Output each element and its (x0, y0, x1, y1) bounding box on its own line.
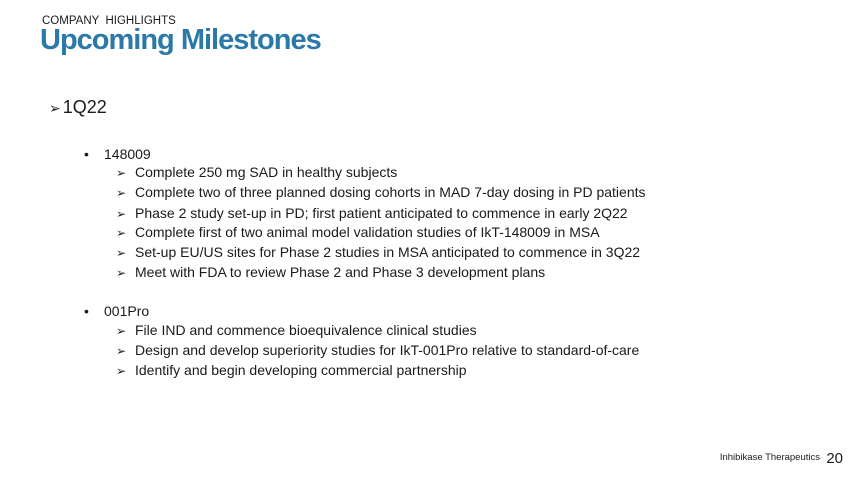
bullet-dot: • (84, 303, 89, 319)
list-item: ➢ Meet with FDA to review Phase 2 and Phase 3 development plans (116, 264, 546, 280)
list-item: ➢ Complete two of three planned dosing cohorts in MAD 7-day dosing in PD patients (116, 184, 646, 200)
bullet-dot: • (84, 146, 89, 162)
arrow-bullet-icon: ➢ (49, 100, 61, 116)
bullet-148009 (84, 146, 151, 162)
header-kicker: COMPANY HIGHLIGHTS (42, 15, 176, 27)
list-item: ➢ Complete first of two animal model validation studies of IkT-148009 in MSA (116, 224, 600, 240)
section-heading (49, 97, 107, 118)
arrow-bullet-icon: ➢ (116, 324, 127, 338)
bullet-label: 001Pro (104, 303, 150, 319)
bullet-label: 148009 (104, 146, 151, 162)
arrow-bullet-icon: ➢ (116, 207, 127, 221)
list-item: ➢ Design and develop superiority studies for IkT-001Pro relative to standard-of-care (116, 342, 640, 358)
bullet-001pro (84, 303, 149, 319)
arrow-bullet-icon: ➢ (116, 364, 127, 378)
arrow-bullet-icon: ➢ (116, 226, 127, 240)
arrow-bullet-icon: ➢ (116, 246, 127, 260)
list-item: ➢ Set-up EU/US sites for Phase 2 studies in MSA anticipated to commence in 3Q22 (116, 244, 641, 260)
list-item: ➢ Identify and begin developing commercial partnership (116, 362, 467, 378)
list-item: ➢ Complete 250 mg SAD in healthy subjects (116, 164, 398, 180)
footer-brand: Inhibikase Therapeutics (719, 452, 820, 463)
page-title: Upcoming Milestones (40, 24, 321, 56)
arrow-bullet-icon: ➢ (116, 186, 127, 200)
arrow-bullet-icon: ➢ (116, 166, 127, 180)
page-number: 20 (826, 450, 843, 467)
arrow-bullet-icon: ➢ (116, 266, 127, 280)
list-item: ➢ File IND and commence bioequivalence clinical studies (116, 322, 477, 338)
section-label: 1Q22 (62, 97, 107, 117)
list-item: ➢ Phase 2 study set-up in PD; first patient anticipated to commence in early 2Q22 (116, 205, 628, 221)
arrow-bullet-icon: ➢ (116, 344, 127, 358)
